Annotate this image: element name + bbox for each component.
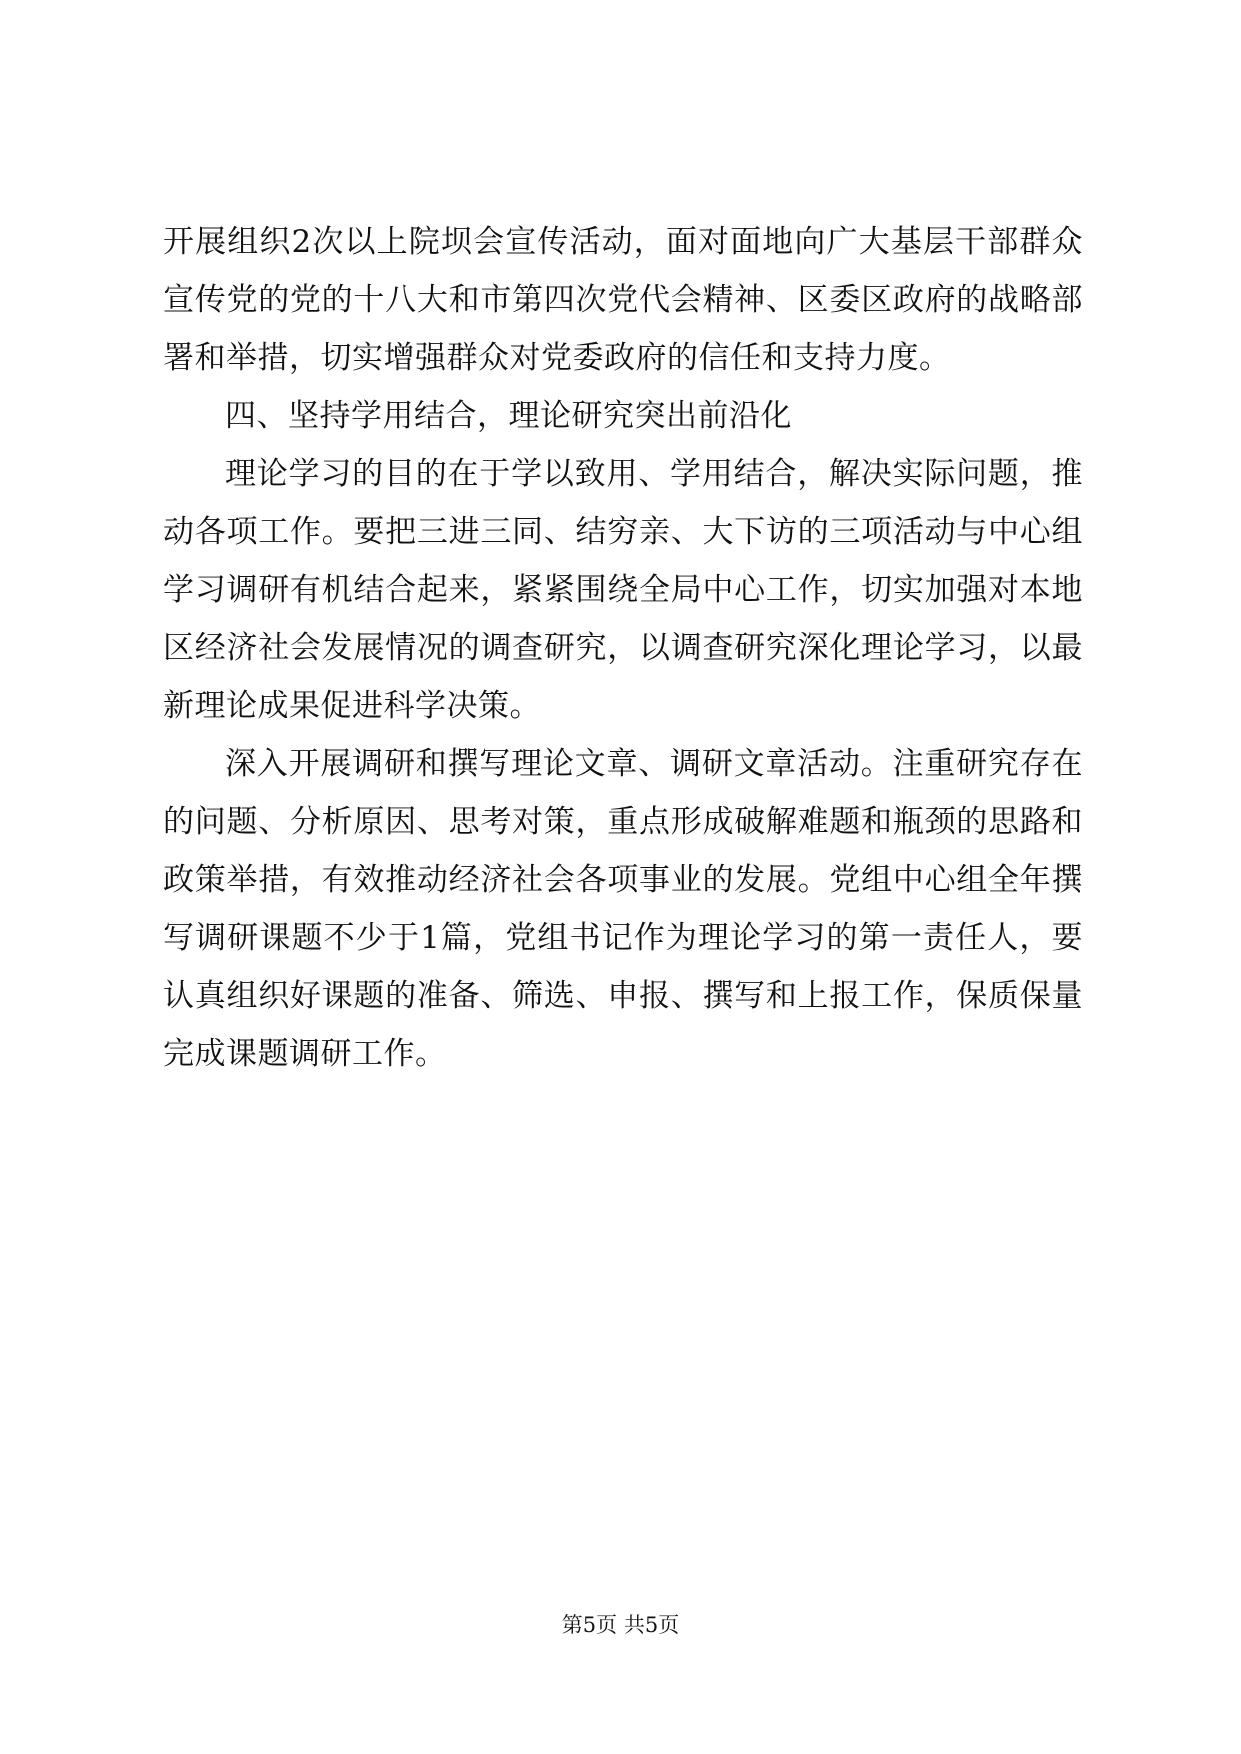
paragraph-theory-study: 理论学习的目的在于学以致用、学用结合，解决实际问题，推动各项工作。要把三进三同、结穷亲、大下访的三项活动与中心组学习调研有机结合起来，紧紧围绕全局中心工作，切实加强对本地区经济社会发展情况的调查研究，以调查研究深化理论学习，以最新理论成果促进科学决策。 [163, 456, 1083, 724]
document-body [163, 213, 1083, 1083]
section-heading-four: 四、坚持学用结合，理论研究突出前沿化 [225, 398, 792, 434]
page-footer: 第5页 共5页 [561, 1613, 680, 1637]
paragraph-research-articles: 深入开展调研和撰写理论文章、调研文章活动。注重研究存在的问题、分析原因、思考对策，重点形成破解难题和瓶颈的思路和政策举措，有效推动经济社会各项事业的发展。党组中心组全年撰写调研课题不少于1篇，党组书记作为理论学习的第一责任人，要认真组织好课题的准备、筛选、申报、撰写和上报工作，保质保量完成课题调研工作。 [163, 746, 1083, 1072]
paragraph-continuation: 开展组织2次以上院坝会宣传活动，面对面地向广大基层干部群众宣传党的党的十八大和市第四次党代会精神、区委区政府的战略部署和举措，切实增强群众对党委政府的信任和支持力度。 [163, 224, 1083, 376]
